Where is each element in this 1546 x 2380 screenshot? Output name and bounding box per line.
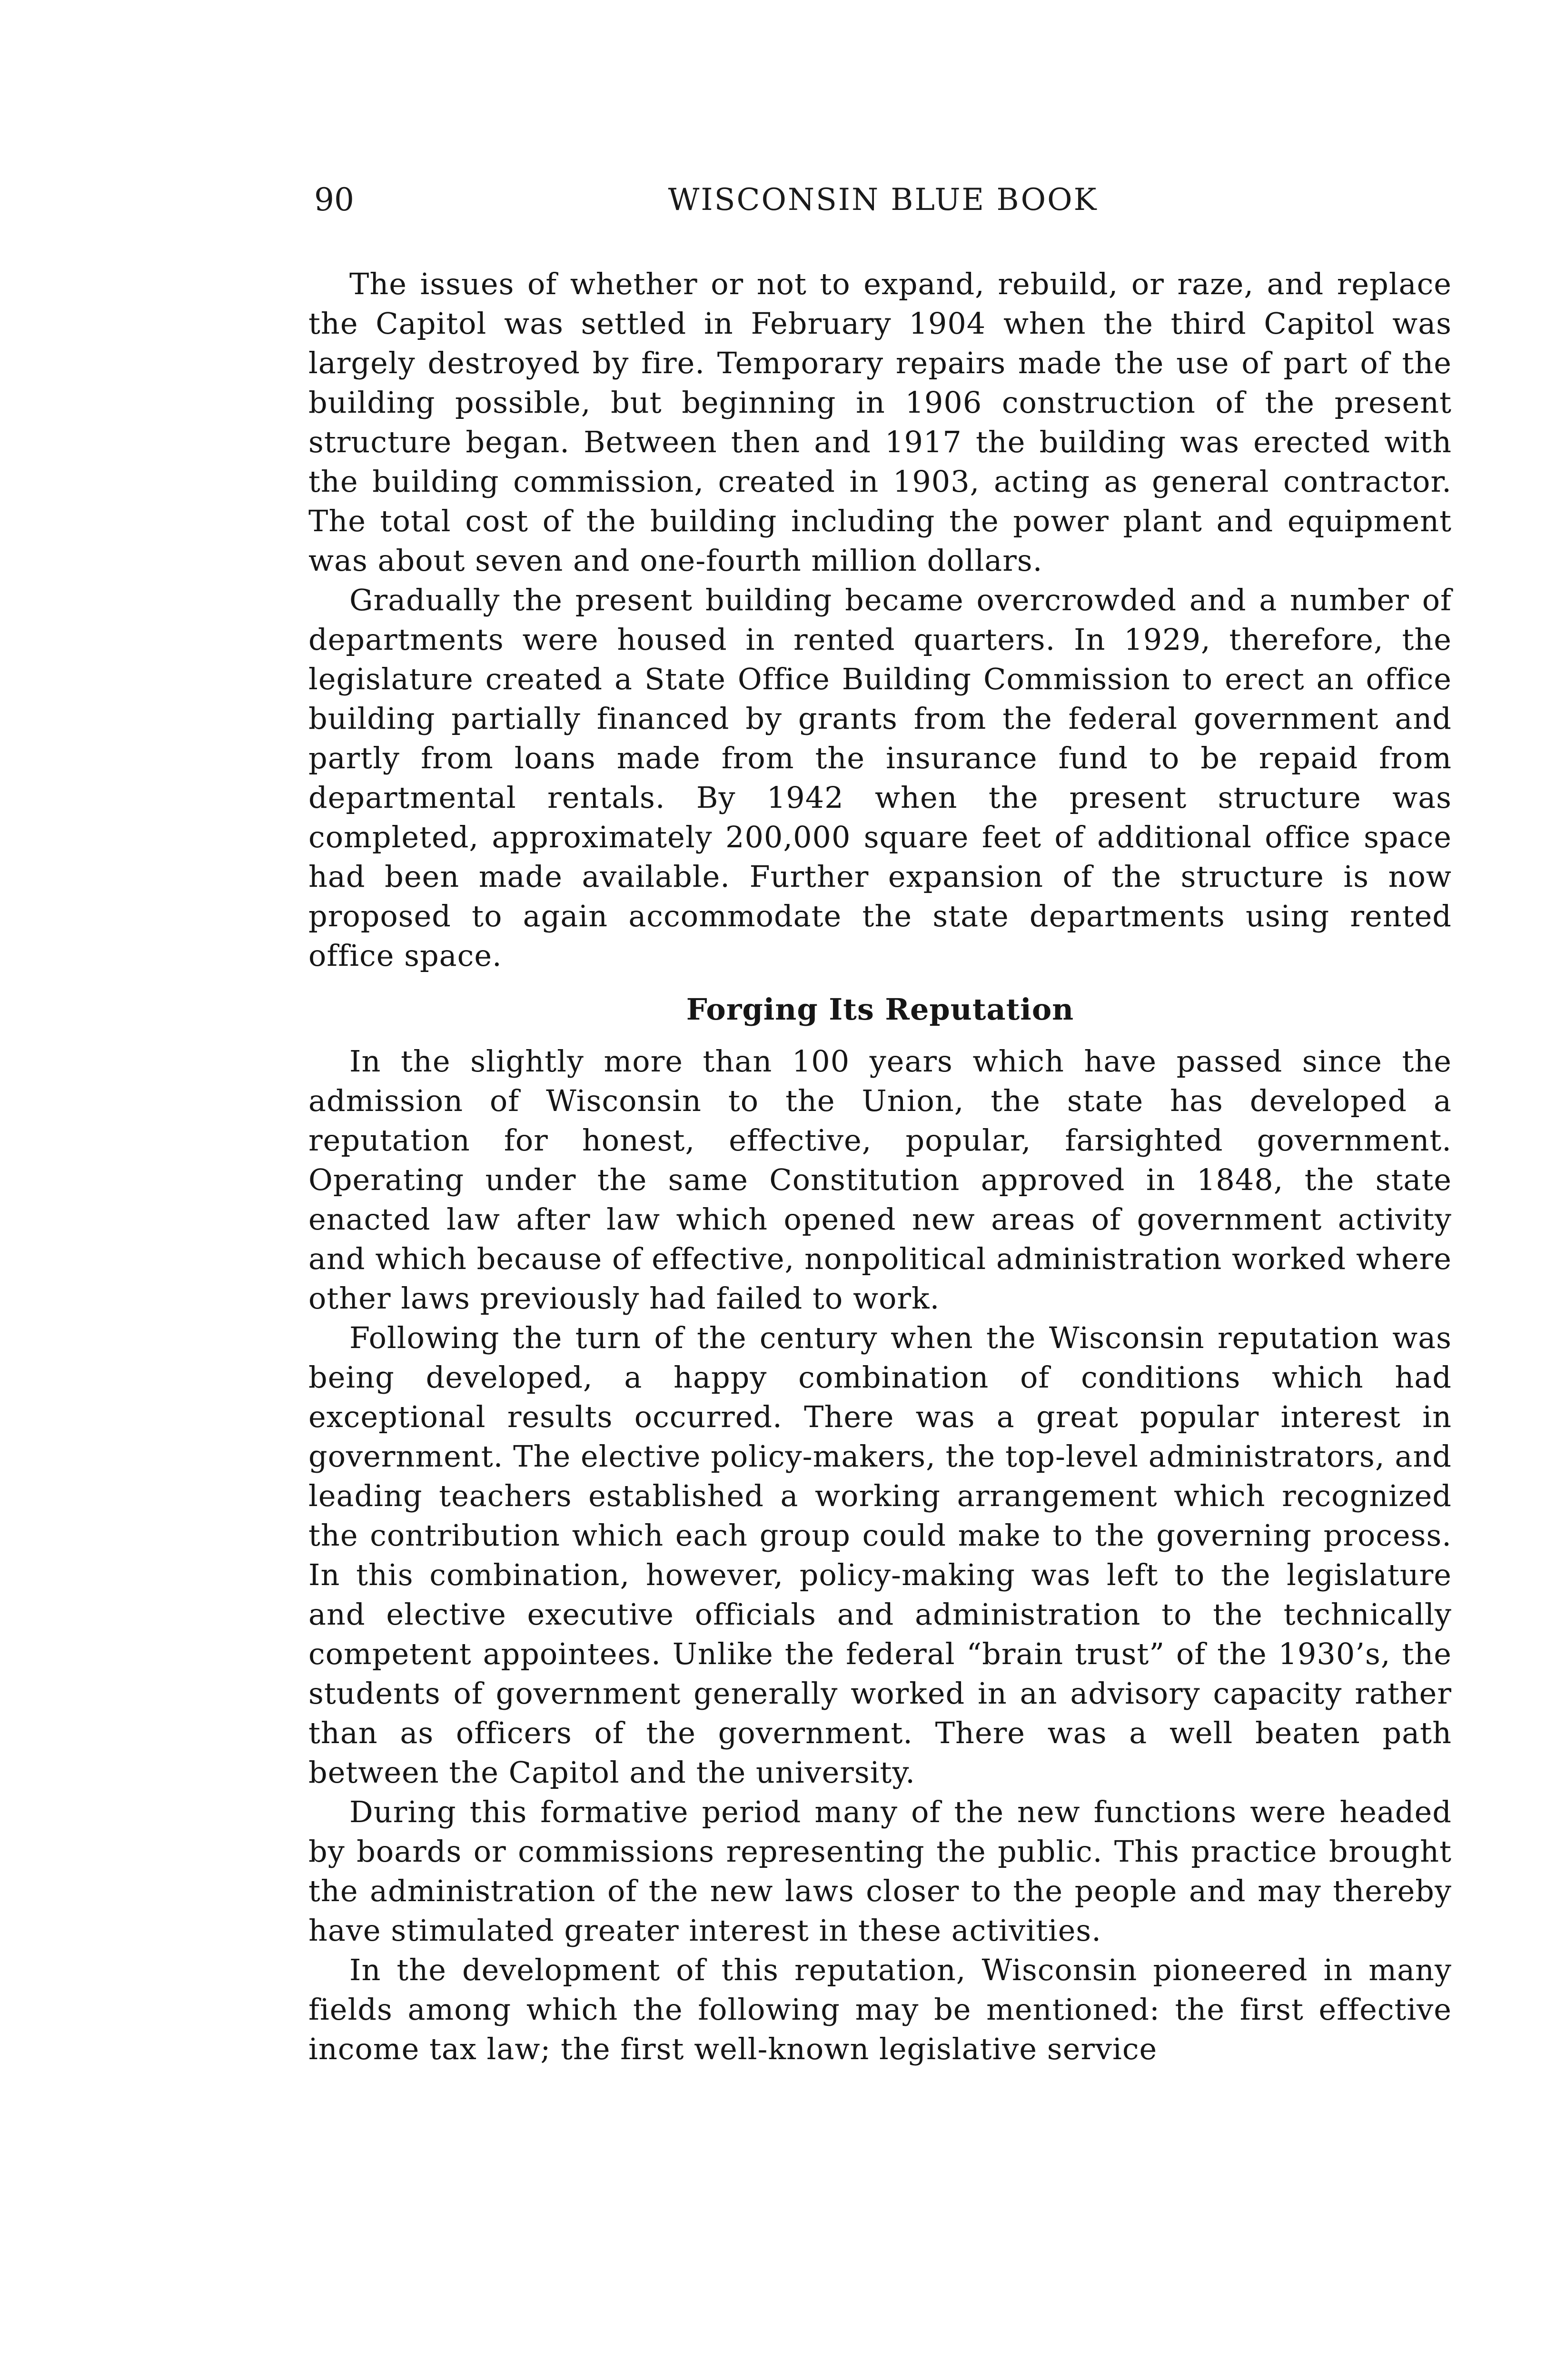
page-header — [314, 176, 1452, 224]
page-number: 90 — [314, 181, 354, 218]
section-heading: Forging Its Reputation — [686, 992, 1074, 1027]
body-text — [308, 264, 1452, 2069]
running-title: WISCONSIN BLUE BOOK — [668, 182, 1098, 218]
paragraph-reputation: In the slightly more than 100 years which have passed since the admission of Wisconsin to the Union, the state has developed a reputation for honest, effective, popular, farsighted government. Operating under the same Constitution approved in 1848, the state enacted law after law which opened new areas of government activity and which because of effective, nonpolitical administration worked where other laws previously had failed to work. — [308, 1044, 1452, 1316]
paragraph-formative-period: During this formative period many of the new functions were headed by boards or commissions representing the public. This practice brought the administration of the new laws closer to the people and may thereby have stimulated greater interest in these activities. — [308, 1795, 1452, 1948]
paragraph-office-building: Gradually the present building became overcrowded and a number of departments were housed in rented quarters. In 1929, therefore, the legislature created a State Office Building Commission to erect an office building partially financed by grants from the federal government and partly from loans made from the insurance fund to be repaid from departmental rentals. By 1942 when the present structure was completed, approximately 200,000 square feet of additional office space had been made available. Further expansion of the structure is now proposed to again accommodate the state departments using rented office space. — [308, 583, 1452, 973]
paragraph-turn-of-century: Following the turn of the century when the Wisconsin reputation was being developed, a happy combination of conditions which had exceptional results occurred. There was a great popular interest in government. The elective policy-makers, the top-level administrators, and leading teachers established a working arrangement which recognized the contribution which each group could make to the governing process. In this combination, however, policy-making was left to the legislature and elective executive officials and administration to the technically competent appointees. Unlike the federal “brain trust” of the 1930’s, the students of government generally worked in an advisory capacity rather than as officers of the government. There was a well beaten path between the Capitol and the university. — [308, 1320, 1452, 1790]
paragraph-capitol-fire: The issues of whether or not to expand, rebuild, or raze, and replace the Capitol was settled in February 1904 when the third Capitol was largely destroyed by fire. Temporary repairs made the use of part of the building possible, but beginning in 1906 construction of the present structure began. Between then and 1917 the building was erected with the building commission, created in 1903, acting as general contractor. The total cost of the building including the power plant and equipment was about seven and one-fourth million dollars. — [308, 267, 1452, 578]
paragraph-pioneered-fields: In the development of this reputation, Wisconsin pioneered in many fields among which the following may be mentioned: the first effective income tax law; the first well-known legislative service — [308, 1953, 1452, 2066]
